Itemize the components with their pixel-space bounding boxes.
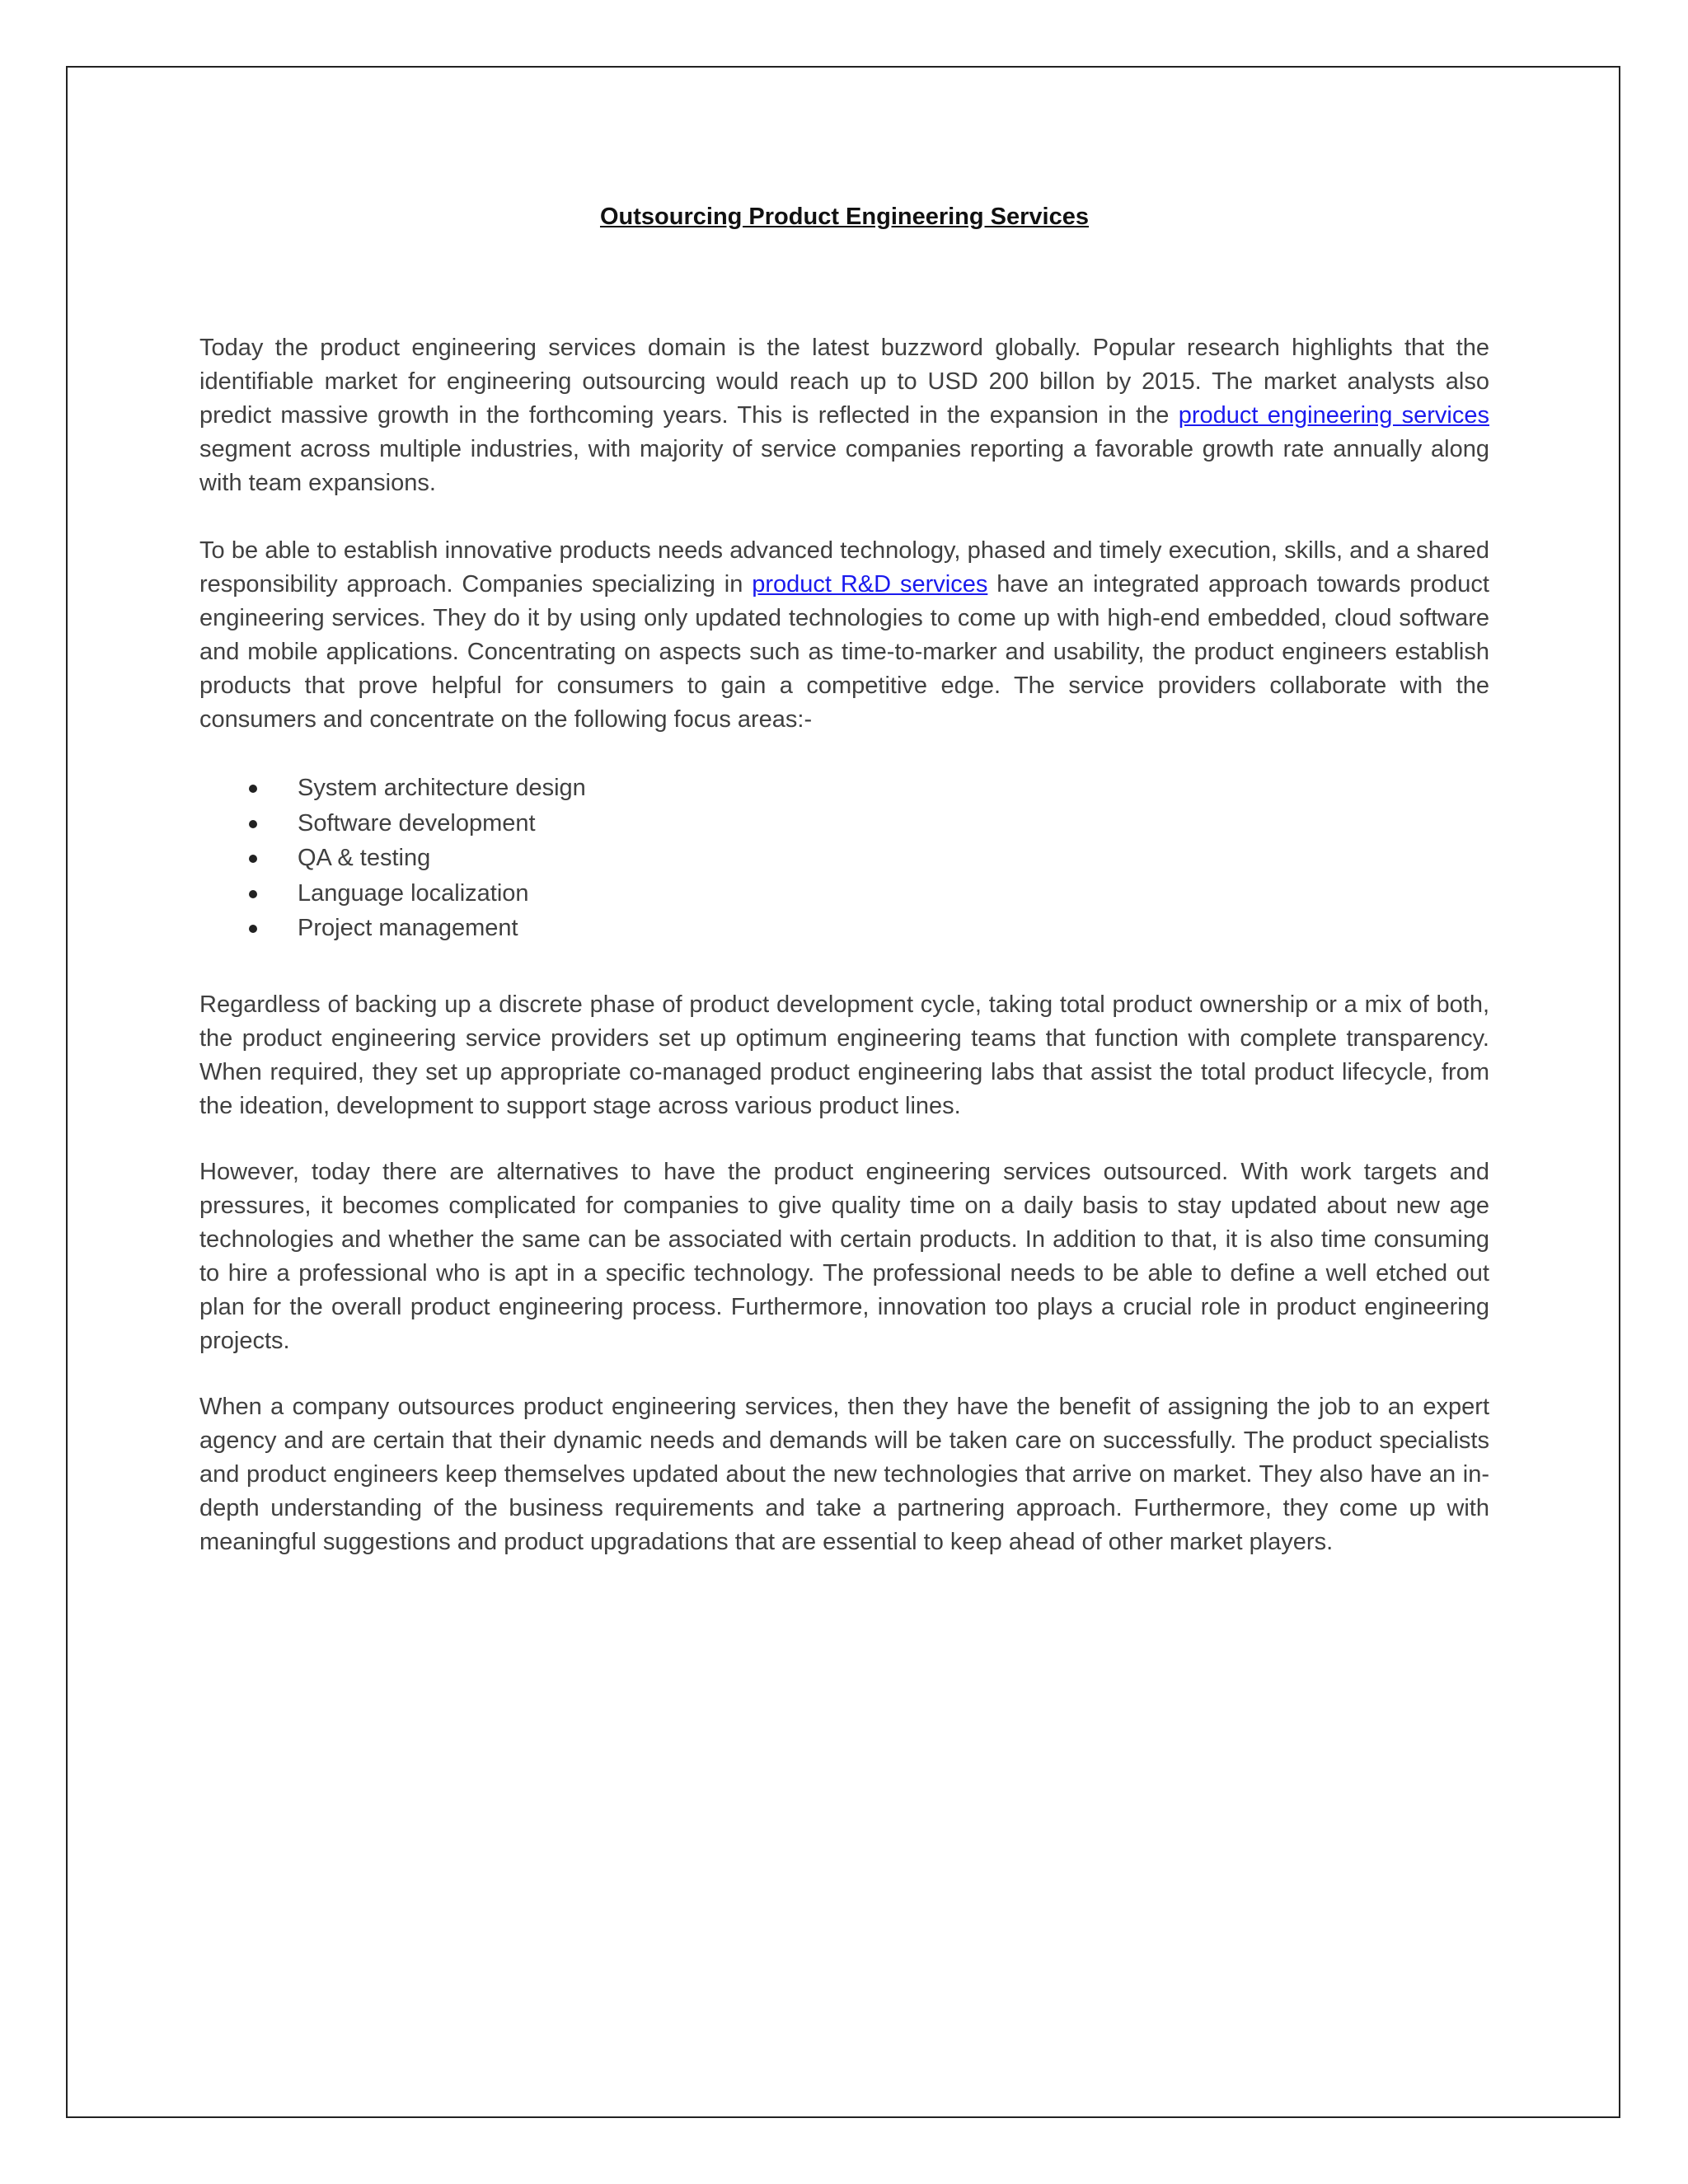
- paragraph-benefits: When a company outsources product engineering services, then they have the benefit of assigning the job to an expert agency and are certain that their dynamic needs and demands will be taken care on successfully. The product specialists and product engineers keep themselves updated about the new technologies that arrive on market. They also have an in-depth understanding of the business requirements and take a partnering approach. Furthermore, they come up with meaningful suggestions and product upgradations that are essential to keep ahead of other market players.: [199, 1394, 1489, 1555]
- paragraph-alternatives: However, today there are alternatives to have the product engineering services outsourced. With work targets and pressures, it becomes complicated for companies to give quality time on a daily basis to stay updated about new age technologies and whether the same can be associated with certain products. In addition to that, it is also time consuming to hire a professional who is apt in a specific technology. The professional needs to be able to define a well etched out plan for the overall product engineering process. Furthermore, innovation too plays a crucial role in product engineering projects.: [199, 1159, 1489, 1354]
- paragraph-teams: Regardless of backing up a discrete phase of product development cycle, taking total product ownership or a mix of both, the product engineering service providers set up optimum engineering teams that function with complete transparency. When required, they set up appropriate co-managed product engineering labs that assist the total product lifecycle, from the ideation, development to support stage across various product lines.: [199, 991, 1489, 1119]
- list-item: [199, 771, 1489, 806]
- list-item-text: Language localization: [298, 879, 529, 907]
- list-item-text: System architecture design: [298, 775, 586, 801]
- list-item: [199, 876, 1489, 912]
- list-item-text: QA & testing: [298, 845, 431, 871]
- paragraph-intro: [199, 331, 1489, 500]
- list-item: [199, 841, 1489, 876]
- focus-areas-list: [199, 771, 1489, 946]
- list-item-text: Project management: [298, 915, 518, 941]
- list-item: [199, 911, 1489, 946]
- bullet-icon: [249, 925, 257, 933]
- product-rd-services-link[interactable]: product R&D services: [752, 571, 988, 598]
- paragraph-intro-text-a: Today the product engineering services domain is the latest buzzword globally. Popular research highlights that the identifiable market for engineering outsourcing would reach up to USD 200 billon by 2015. The market analysts also predict massive growth in the forthcoming years. This is reflected in the expansion in the: [199, 335, 1489, 429]
- paragraph-innovation-text-a: To be able to establish innovative products needs advanced technology, phased and timely execution, skills, and a shared responsibility approach. Companies specializing in: [199, 537, 1489, 598]
- paragraph-intro-text-b: segment across multiple industries, with majority of service companies reporting a favorable growth rate annually along with team expansions.: [199, 436, 1489, 496]
- list-item: [199, 806, 1489, 841]
- paragraph-innovation-text-b: have an integrated approach towards product engineering services. They do it by using only updated technologies to come up with high-end embedded, cloud software and mobile applications. Concentrating on aspects such as time-to-marker and usability, the product engineers establish products that prove helpful for consumers to gain a competitive edge. The service providers collaborate with the consumers and concentrate on the following focus areas:-: [199, 571, 1489, 733]
- bullet-icon: [249, 890, 257, 898]
- bullet-icon: [249, 820, 257, 828]
- list-item-text: Software development: [298, 809, 536, 837]
- document-title: Outsourcing Product Engineering Services: [599, 204, 1089, 230]
- product-engineering-services-link[interactable]: product engineering services: [1178, 402, 1489, 429]
- bullet-icon: [249, 855, 257, 863]
- paragraph-innovation: [199, 534, 1489, 737]
- bullet-icon: [249, 785, 257, 793]
